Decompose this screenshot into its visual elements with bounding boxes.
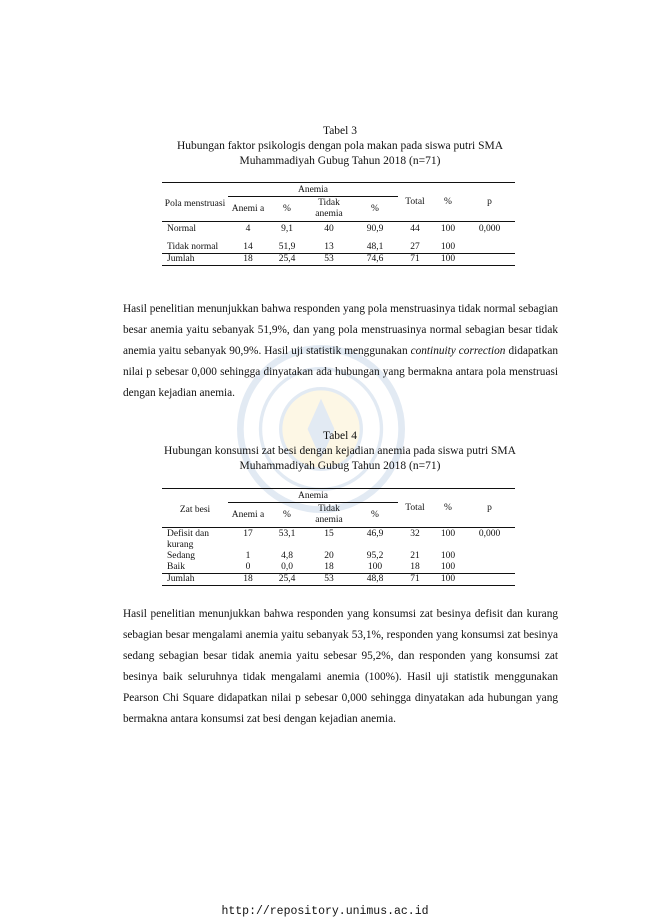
table-cell: 4 — [245, 224, 251, 234]
table-cell — [464, 551, 515, 562]
table-cell: 25,4 — [278, 574, 296, 584]
table3-header-pola: Pola menstruasi — [164, 198, 226, 209]
table-row — [162, 562, 515, 574]
table-cell: 18 — [243, 574, 253, 584]
paragraph-text: Hasil penelitian menunjukkan bahwa responden yang pola menstruasinya tidak normal sebagian besar anemia yaitu sebanyak 51,9%, dan yang pola menstruasinya normal sebagian besar tidak anemia yaitu sebanyak 90,9%. Hasil uji statistik menggunakan — [123, 303, 558, 357]
table3-header-total: Total — [405, 196, 425, 207]
table4-title-line2: Muhammadiyah Gubug Tahun 2018 (n=71) — [239, 460, 441, 472]
table-cell: 0,000 — [478, 529, 501, 539]
table-cell: 15 — [324, 529, 334, 539]
table3 — [162, 182, 515, 266]
table4-title-line1: Hubungan konsumsi zat besi dengan kejadian anemia pada siswa putri SMA — [164, 445, 516, 457]
table-cell: 9,1 — [281, 224, 293, 234]
table-cell: 100 — [440, 241, 456, 252]
paragraph-italic-term: continuity correction — [410, 345, 506, 357]
table3-header-tidak: Tidak anemia — [315, 198, 343, 219]
table-cell: 90,9 — [366, 224, 384, 234]
table-cell: 100 — [440, 529, 456, 539]
table-cell: Baik — [167, 562, 185, 572]
table-cell: Jumlah — [167, 574, 195, 584]
table-cell: 4,8 — [281, 551, 293, 561]
table-cell: 44 — [410, 224, 420, 234]
table-cell — [464, 562, 515, 574]
table-cell: 53 — [324, 253, 334, 264]
table-cell: 14 — [243, 241, 253, 252]
table4-number: Tabel 4 — [322, 430, 357, 442]
table3-header-pct1: % — [283, 203, 291, 214]
table-cell: 20 — [324, 551, 334, 561]
table-row — [162, 551, 515, 562]
table4-header-zatbesi: Zat besi — [179, 504, 211, 515]
table-cell: 0 — [245, 562, 251, 572]
table-cell: 48,1 — [366, 241, 384, 252]
table-cell: 53 — [324, 574, 334, 584]
table-cell: 74,6 — [366, 253, 384, 264]
table-cell: 100 — [440, 224, 456, 234]
table-cell: 18 — [243, 253, 253, 264]
table4 — [162, 488, 515, 586]
paragraph-menstruation-result — [123, 299, 558, 404]
table4-caption — [120, 429, 560, 474]
table4-header-pct1: % — [283, 509, 291, 520]
table3-caption — [120, 124, 560, 169]
table-cell: Defisit dan kurang — [167, 529, 209, 550]
table-cell: 100 — [440, 562, 456, 572]
table3-title-line2: Muhammadiyah Gubug Tahun 2018 (n=71) — [239, 155, 441, 167]
table4-header-pct2: % — [371, 509, 379, 520]
table-cell: 40 — [324, 224, 334, 234]
table3-title-line1: Hubungan faktor psikologis dengan pola makan pada siswa putri SMA — [176, 140, 504, 152]
table-cell: 48,8 — [366, 574, 384, 584]
table-cell: 0,000 — [478, 224, 501, 234]
table-cell: 0,0 — [281, 562, 293, 572]
table-cell: 100 — [440, 551, 456, 561]
table-row — [162, 528, 515, 552]
paragraph-iron-result: Hasil penelitian menunjukkan bahwa responden yang konsumsi zat besinya defisit dan kurang sebagian besar mengalami anemia yaitu sebanyak 53,1%, responden yang konsumsi zat besinya sedang sebagian besar tidak anemia yaitu sebesar 95,2%, dan responden yang konsumsi zat besinya baik seluruhnya tidak mengalami anemia (100%). Hasil uji statistik menggunakan Pearson Chi Square didapatkan nilai p sebesar 0,000 sehingga dinyatakan ada hubungan yang bermakna antara konsumsi zat besi dengan kejadian anemia. — [123, 608, 558, 725]
table3-header-anemi: Anemi a — [231, 203, 265, 214]
table-row-total — [162, 574, 515, 586]
table3-header-anemia: Anemia — [228, 183, 398, 197]
table4-header-anemi: Anemi a — [231, 509, 265, 520]
table-cell: 17 — [243, 529, 253, 539]
table4-header-tidak: Tidak anemia — [315, 504, 343, 525]
table-cell: 100 — [440, 253, 456, 264]
table4-header-anemia: Anemia — [228, 489, 398, 503]
table-cell: 71 — [410, 253, 420, 264]
table-cell: 100 — [367, 562, 383, 572]
table-cell: Sedang — [167, 551, 195, 561]
table-cell: Jumlah — [167, 253, 195, 264]
table-cell: 18 — [410, 562, 420, 572]
table3-header-pct3: % — [444, 196, 452, 207]
table-cell: 27 — [410, 241, 420, 252]
table-cell — [464, 242, 515, 254]
table-cell: 100 — [440, 574, 456, 584]
table-cell: 32 — [410, 529, 420, 539]
table-cell: 1 — [245, 551, 251, 561]
table-row-total — [162, 253, 515, 265]
table-row — [162, 222, 515, 242]
table-cell: Normal — [167, 224, 197, 234]
table4-header-pct3: % — [444, 502, 452, 513]
table-cell: Tidak normal — [167, 241, 219, 252]
table-cell: 95,2 — [366, 551, 384, 561]
table-cell — [464, 253, 515, 265]
footer-url[interactable]: http://repository.unimus.ac.id — [221, 905, 429, 918]
table-cell: 21 — [410, 551, 420, 561]
table-cell: 25,4 — [278, 253, 296, 264]
table-row — [162, 242, 515, 254]
table-cell: 51,9 — [278, 241, 296, 252]
table4-header-p: p — [487, 502, 492, 513]
paragraph-text: didapatkan nilai p sebesar 0,000 sehingga dinyatakan ada hubungan yang bermakna antara pola menstruasi dengan kejadian anemia. — [123, 345, 559, 399]
table3-number: Tabel 3 — [322, 125, 357, 137]
table-cell — [464, 574, 515, 586]
table3-header-pct2: % — [371, 203, 379, 214]
table-cell: 46,9 — [366, 529, 384, 539]
table-cell: 53,1 — [278, 529, 296, 539]
table-cell: 18 — [324, 562, 334, 572]
table3-header-p: p — [487, 196, 492, 207]
table-cell: 13 — [324, 241, 334, 252]
table-cell: 71 — [410, 574, 420, 584]
table4-header-total: Total — [405, 502, 425, 513]
